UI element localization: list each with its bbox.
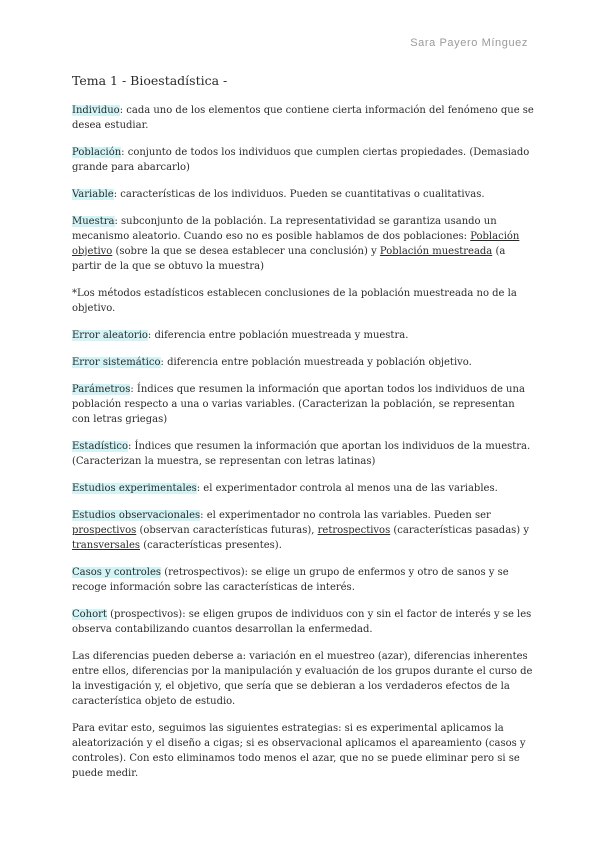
definition-individuo — [72, 103, 534, 133]
underlined-term: prospectivos — [72, 525, 137, 536]
definition-text: (características presentes). — [140, 540, 282, 551]
term-highlight: Variable — [72, 189, 114, 200]
definition-poblacion — [72, 145, 534, 175]
definition-text: (prospectivos): se eligen grupos de individuos con y sin el factor de interés y se les observa contabilizando cuantos desarrollan la enfermedad. — [72, 609, 532, 635]
term-highlight: Casos y controles — [72, 567, 162, 578]
definition-text: (características pasadas) y — [390, 525, 530, 536]
term-highlight: Muestra — [72, 216, 115, 227]
definition-text: : Índices que resumen la información que aportan todos los individuos de una población respecto a una o varias variables. (Caracterizan la población, se representan con letras griegas) — [72, 384, 525, 425]
definition-casos-controles — [72, 565, 534, 595]
term-highlight: Estudios experimentales — [72, 483, 197, 494]
underlined-term: transversales — [72, 540, 141, 551]
term-highlight: Parámetros — [72, 384, 131, 395]
term-highlight: Error sistemático — [72, 357, 161, 368]
paragraph-diferencias: Las diferencias pueden deberse a: variación en el muestreo (azar), diferencias inherentes entre ellos, diferencias por la manipulación y evaluación de los grupos durante el curso de la investigación y, el objetivo, que sería que se debieran a los verdaderos efectos de la característica objeto de estudio. — [72, 651, 533, 707]
page-title: Tema 1 - Bioestadística - — [72, 73, 228, 88]
definition-error-aleatorio — [72, 328, 534, 343]
definition-text: : el experimentador controla al menos una de las variables. — [196, 483, 498, 494]
definition-muestra — [72, 214, 534, 274]
definition-text: : subconjunto de la población. La representatividad se garantiza usando un mecanismo aleatorio. Cuando eso no es posible hablamos de dos poblaciones: — [72, 216, 497, 242]
definition-text: (a partir de la que se obtuvo la muestra) — [72, 246, 506, 272]
author-name: Sara Payero Mínguez — [410, 37, 528, 49]
definition-estudios-experimentales — [72, 481, 534, 496]
definition-text: : cada uno de los elementos que contiene cierta información del fenómeno que se desea estudiar. — [72, 105, 534, 131]
definition-cohort — [72, 607, 534, 637]
definition-text: (sobre la que se desea establecer una conclusión) y — [112, 246, 380, 257]
term-highlight: Población — [72, 147, 122, 158]
definition-text: : características de los individuos. Pueden se cuantitativas o cualitativas. — [113, 189, 485, 200]
definition-estadistico — [72, 439, 534, 469]
definition-error-sistematico — [72, 355, 534, 370]
underlined-term: retrospectivos — [317, 525, 391, 536]
term-highlight: Estadístico — [72, 441, 128, 452]
document-body — [72, 73, 534, 793]
definition-text: : conjunto de todos los individuos que cumplen ciertas propiedades. (Demasiado grande para abarcarlo) — [72, 147, 530, 173]
paragraph-evitar: Para evitar esto, seguimos las siguientes estrategias: si es experimental aplicamos la aleatorización y el diseño a cigas; si es observacional aplicamos el apareamiento (casos y controles). Con esto eliminamos todo menos el azar, que no se puede eliminar pero si se puede medir. — [72, 723, 526, 779]
definition-variable — [72, 187, 534, 202]
definition-text: (retrospectivos): se elige un grupo de enfermos y otro de sanos y se recoge información sobre las características de interés. — [72, 567, 509, 593]
definition-estudios-observacionales — [72, 508, 534, 553]
underlined-term: Población muestreada — [379, 246, 493, 257]
note-metodos: *Los métodos estadísticos establecen conclusiones de la población muestreada no de la objetivo. — [72, 288, 517, 314]
definition-text: : Índices que resumen la información que aportan los individuos de la muestra. (Caracterizan la muestra, se representan con letras latinas) — [72, 441, 531, 467]
definition-text: : el experimentador no controla las variables. Pueden ser — [200, 510, 491, 521]
definition-parametros — [72, 382, 534, 427]
term-highlight: Estudios observacionales — [72, 510, 201, 521]
underlined-term: Población objetivo — [72, 231, 520, 257]
term-highlight: Error aleatorio — [72, 330, 148, 341]
definition-text: (observan características futuras), — [136, 525, 318, 536]
definition-text: : diferencia entre población muestreada y población objetivo. — [160, 357, 472, 368]
term-highlight: Individuo — [72, 105, 120, 116]
definition-text: : diferencia entre población muestreada y muestra. — [147, 330, 409, 341]
term-highlight: Cohort — [72, 609, 107, 620]
